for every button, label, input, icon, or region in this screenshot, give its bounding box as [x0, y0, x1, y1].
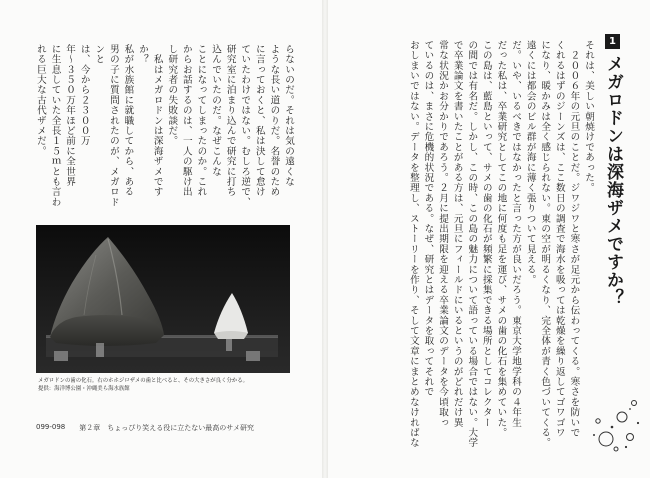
photo-caption-line: メガロドンの歯の化石。右のホホジロザメの歯と比べると、その大きさが良く分かる。 — [38, 378, 249, 384]
book-gutter — [322, 0, 328, 478]
right-page-body-text: それは、美しい朝焼けであった。 ２００６年の元旦のことだ。ジワジワと寒さが足元から伝わってくる。寒さを防いで くれるはずのジーンズは、ここ数日の調査で海水を吸っては乾燥を繰り返してゴワゴワ になり、暖かみは全く感じられない。東の空が明るくなり、完全体が青く色づいてくる。 遠くには都会のビル群が海に薄く張りついて見える。 だ。いや、いるべきではなかったと言った方が良いだろう。東京大学地学科の４年生 だった私は、卒業研究としてこの地に何度も足を運び、サメの歯の化石を集めていた。 この島は、藍島といって、サメの歯の化石が頻繁に採集できる場所としてコレクター の間では有名だ。しかし、この時、この島の魅力について語っている場合ではない。大学 で卒業論文を書いたことがある方は、元旦にフィールドにいるというのがどれだけ異 常な状況かお分かりであろう。２月に提出期限を迎える卒業論文のデータを今頃取っ ているのは、まさに危機的状況である。なぜ、研究とはデータを取ってそれで おしまいではない。データを整理し、ストーリーを作り、そして文章にまとめなければな — [407, 40, 594, 448]
running-chapter-title: 第２章 ちょっぴり笑える役に立たない最高のサメ研究 — [79, 424, 254, 432]
bubbles-doodle-icon — [586, 395, 642, 455]
section-title: メガロドンは深海ザメですか？ — [603, 55, 623, 307]
tooth-illustration — [36, 225, 290, 373]
photo-credit-line: 提供：海洋博公園・沖縄美ら海水族館 — [38, 386, 130, 392]
left-page-body-text: らないのだ。それは気の遠くな ような長い道のりだ。名誉のため に言っておくと、私は決して怠け ていたわけではない。むしろ逆で、 研究室に泊まり込んで研究に打ち 込んでいたのだ。なぜこんな ことになってしまったのか。これ からお話するのは、一人の駆け出 し研究者の失敗談だ。 私はメガロドンは深海ザメですか？ 私が水族館に就職してから、ある 男の子に質問されたのが、メガロドンと は、今から２３００万 年～３５０万年ほど前に全世界 に生息していた全長１５ｍとも言わ れる巨大な古代ザメだ。 — [34, 44, 294, 208]
megalodon-tooth-photo — [36, 225, 290, 373]
page-numbers: 099-098 — [36, 423, 66, 431]
page-footer — [36, 423, 254, 433]
section-number-badge: 1 — [605, 34, 620, 49]
photo-caption — [38, 377, 298, 393]
